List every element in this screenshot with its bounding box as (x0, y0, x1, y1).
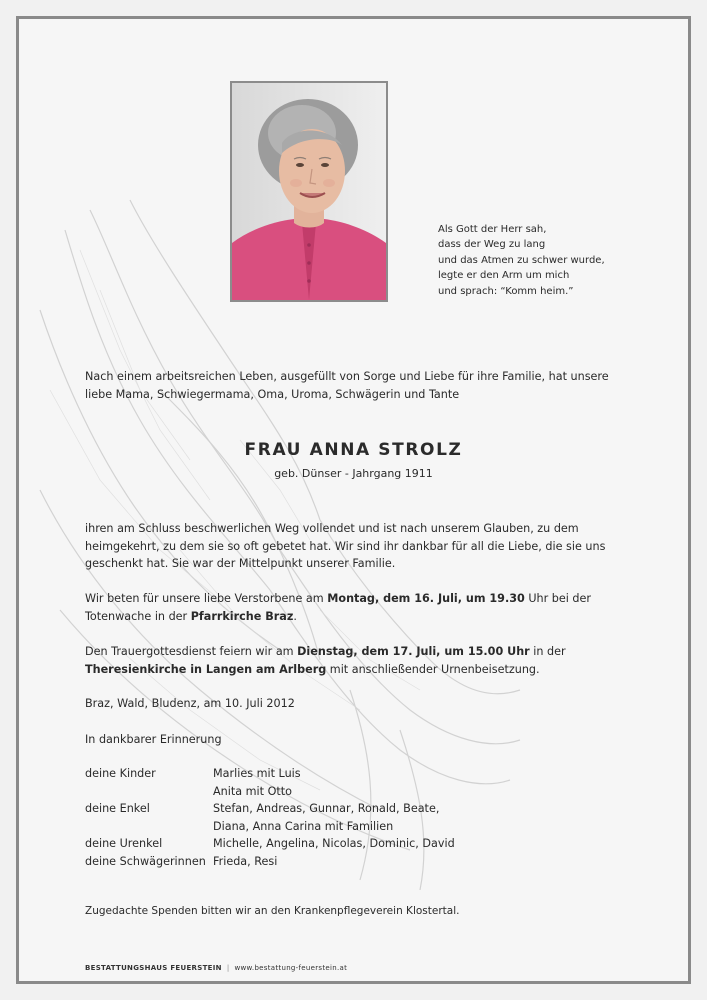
funeral-date: Dienstag, dem 17. Juli, um 15.00 Uhr (297, 645, 530, 658)
funeral-place: Theresienkirche in Langen am Arlberg (85, 662, 327, 676)
funeral-home-name: BESTATTUNGSHAUS FEUERSTEIN (85, 964, 222, 972)
family-relation (85, 783, 213, 801)
place-date: Braz, Wald, Bludenz, am 10. Juli 2012 (85, 697, 295, 710)
wake-info (85, 590, 630, 625)
funeral-mid: in der (529, 645, 566, 658)
family-list (85, 765, 605, 870)
wake-mid: Uhr bei der Totenwache in der (85, 592, 592, 623)
family-row (85, 853, 605, 871)
family-names: Michelle, Angelina, Nicolas, Dominic, David (213, 837, 455, 850)
wake-post: . (293, 609, 297, 623)
body-text: ihren am Schluss beschwerlichen Weg vollendet und ist nach unserem Glauben, zu dem heimgekehrt, zu dem sie so oft gebetet hat. Wir sind ihr dankbar für all die Liebe, die sie uns geschenkt hat. Sie war der Mittelpunkt unserer Familie. (85, 522, 606, 570)
poem (438, 222, 678, 299)
family-relation (85, 818, 213, 836)
donations-note: Zugedachte Spenden bitten wir an den Krankenpflegeverein Klostertal. (85, 905, 460, 917)
poem-line: und sprach: “Komm heim.” (438, 285, 574, 297)
footer-separator: | (226, 964, 230, 972)
family-names: Marlies mit Luis (213, 767, 301, 780)
family-relation: deine Enkel (85, 802, 150, 815)
family-names: Diana, Anna Carina mit Familien (213, 819, 394, 833)
footer-website-link[interactable]: www.bestattung-feuerstein.at (234, 964, 348, 972)
poem-line: legte er den Arm um mich (438, 270, 570, 282)
wake-pre: Wir beten für unsere liebe Verstorbene am (85, 592, 328, 605)
funeral-pre: Den Trauergottesdienst feiern wir am (85, 645, 298, 658)
family-relation: deine Schwägerinnen (85, 854, 206, 868)
poem-line: und das Atmen zu schwer wurde, (438, 254, 605, 266)
poem-line: Als Gott der Herr sah, (438, 224, 547, 235)
family-row (85, 835, 605, 853)
family-relation: deine Kinder (85, 767, 156, 780)
family-row (85, 783, 605, 801)
footer (85, 964, 347, 972)
family-row (85, 818, 605, 836)
poem-line: dass der Weg zu lang (438, 239, 546, 251)
deceased-name: FRAU ANNA STROLZ (244, 440, 463, 460)
funeral-post: mit anschließender Urnenbeisetzung. (326, 662, 540, 676)
family-row (85, 800, 605, 818)
remembrance-line: In dankbarer Erinnerung (85, 733, 222, 746)
family-relation: deine Urenkel (85, 837, 163, 850)
portrait-photo (230, 81, 388, 302)
family-names: Stefan, Andreas, Gunnar, Ronald, Beate, (213, 802, 440, 815)
birth-info: geb. Dünser - Jahrgang 1911 (274, 467, 433, 480)
family-names: Anita mit Otto (213, 784, 293, 798)
funeral-info (85, 643, 630, 678)
intro-text: Nach einem arbeitsreichen Leben, ausgefüllt von Sorge und Liebe für ihre Familie, hat unsere liebe Mama, Schwiegermama, Oma, Uroma, Schwägerin und Tante (85, 370, 609, 401)
family-names: Frieda, Resi (213, 854, 278, 868)
family-row (85, 765, 605, 783)
wake-place: Pfarrkirche Braz (190, 609, 294, 623)
wake-date: Montag, dem 16. Juli, um 19.30 (327, 592, 525, 605)
